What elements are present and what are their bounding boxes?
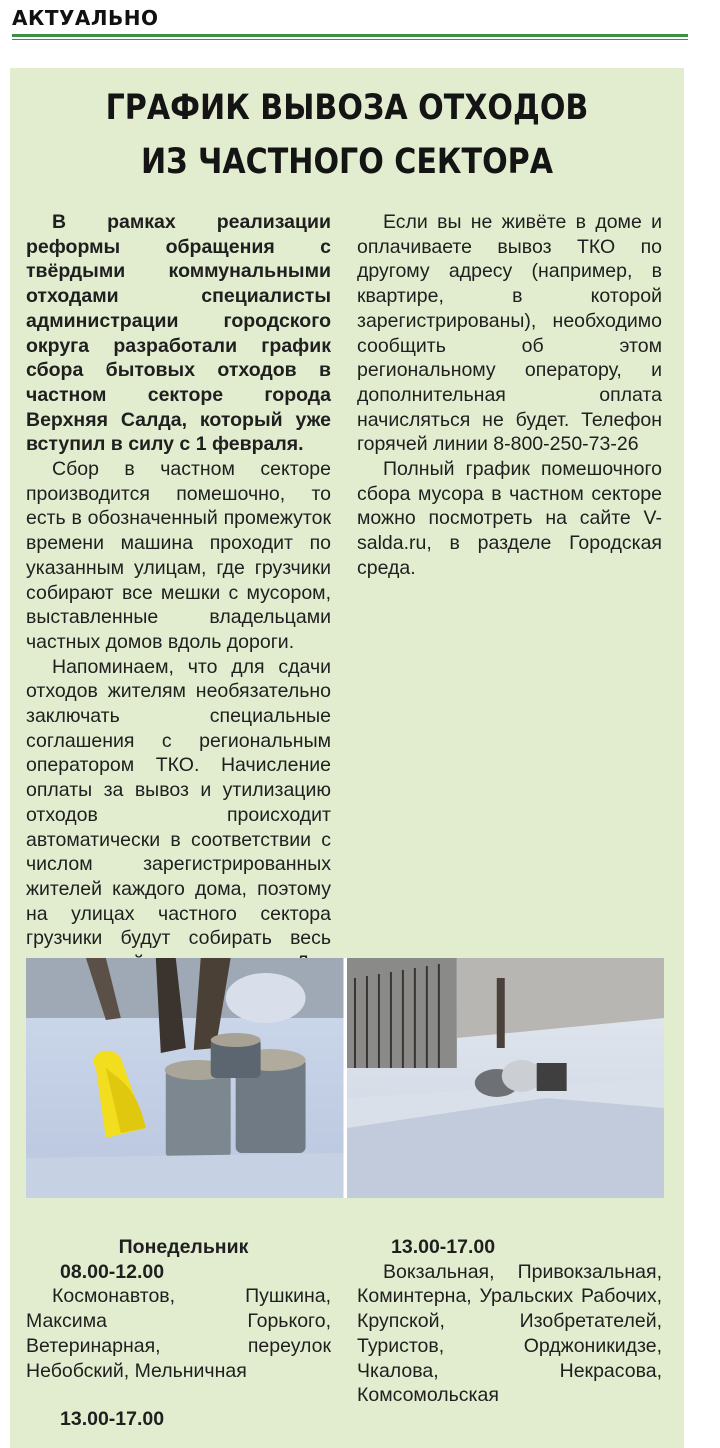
photo-strip [26, 958, 664, 1198]
photo-buckets-in-snow [26, 958, 344, 1198]
section-label: АКТУАЛЬНО [12, 6, 159, 30]
article-paragraph-3: Если вы не живёте в доме и оплачиваете вывоз ТКО по другому адресу (например, в квартире, в которой зарегистрированы), необходимо сообщить об этом региональному оператору, и дополнительная оплата начисляться не будет. Телефон горячей линии 8-800-250-73-26 [357, 211, 662, 456]
article-paragraph-4: Полный график помешочного сбора мусора в частном секторе можно посмотреть на сайте V-salda.ru, в разделе Городская среда. [357, 458, 662, 579]
schedule-time-slot1: 08.00-12.00 [60, 1260, 165, 1283]
schedule-column-left [26, 1235, 331, 1432]
photo-street-bags [347, 958, 665, 1198]
article-column-right [357, 210, 662, 581]
header-rule-thin [12, 39, 688, 40]
header-rule [12, 34, 688, 37]
schedule-streets-slot1: Космонавтов, Пушкина, Максима Горького, Ветеринарная, переулок Небобский, Мельничная [26, 1285, 331, 1382]
article-title-line1: ГРАФИК ВЫВОЗА ОТХОДОВ [105, 88, 589, 128]
article-title-line2: ИЗ ЧАСТНОГО СЕКТОРА [140, 142, 554, 182]
schedule-streets-slot2: Вокзальная, Привокзальная, Коминтерна, Уральских Рабочих, Крупской, Изобретателей, Туристов, Орджоникидзе, Чкалова, Некрасова, Комсомольская [357, 1260, 662, 1407]
schedule-time-slot2: 13.00-17.00 [391, 1236, 496, 1258]
schedule-time-slot3: 13.00-17.00 [60, 1408, 165, 1431]
article-paragraph-2: Напоминаем, что для сдачи отходов жителям необязательно заключать специальные соглашения с региональным оператором ТКО. Начисление оплаты за вывоз и утилизацию отходов происходит автоматически в соответствии с числом зарегистрированных жителей каждого дома, поэтому на улицах частного сектора грузчики будут собирать весь [26, 655, 331, 950]
article-paragraph-1: Сбор в частном секторе производится помешочно, то есть в обозначенный промежуток времени машина проходит по указанным улицам, где грузчики собирают все мешки с мусором, выставленные владельцами частных домов вдоль дороги. [26, 458, 331, 653]
schedule-day: Понедельник [118, 1236, 249, 1258]
schedule-column-right [357, 1235, 662, 1408]
article-lead: В рамках реализации реформы обращения с твёрдыми коммунальными отходами специалисты администрации городского округа разработали график сбора бытовых отходов в частном секторе города Верхняя Салда, который уже вступил в силу с 1 февраля. [26, 211, 331, 456]
